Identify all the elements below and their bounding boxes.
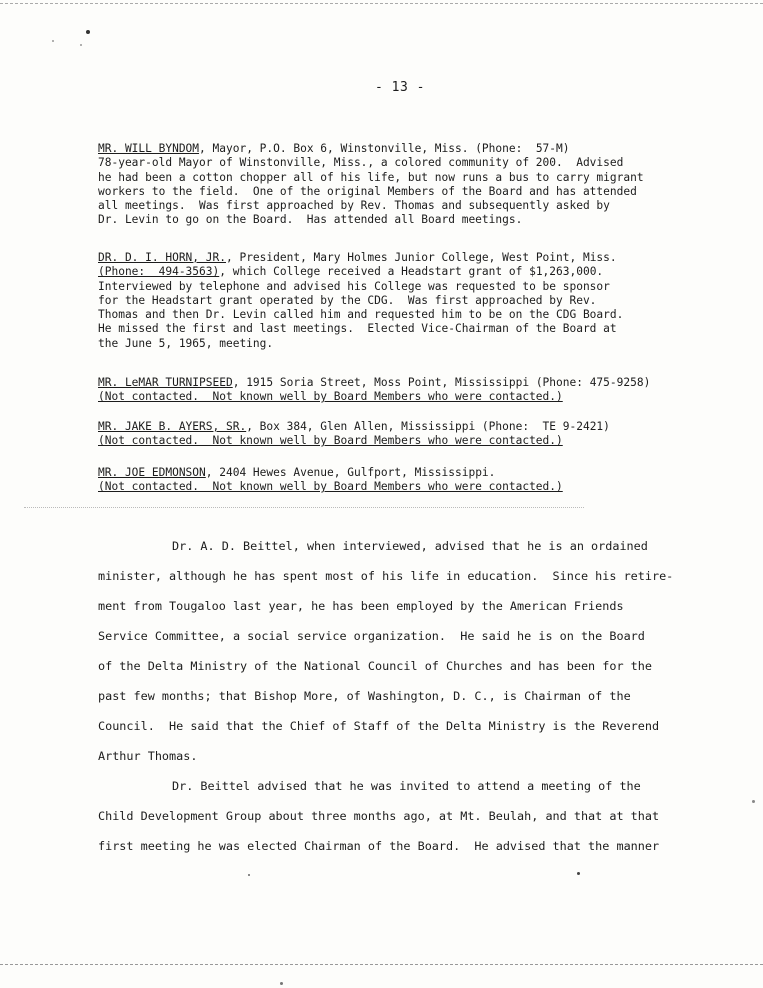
entry-line: Thomas and then Dr. Levin called him and requested him to be on the CDG Board. [98,308,624,322]
entry-line: He missed the first and last meetings. Elected Vice-Chairman of the Board at [98,322,617,336]
board-member-entry [98,376,738,405]
ink-speck [248,874,250,876]
board-member-entry [98,142,738,228]
page-number: - 13 - [375,80,425,95]
paragraph-line: Service Committee, a social service organization. He said he is on the Board [98,629,645,643]
ink-speck [52,40,54,42]
entry-line: the June 5, 1965, meeting. [98,336,274,350]
member-address: , Box 384, Glen Allen, Mississippi (Phone: TE 9-2421) [246,420,610,433]
member-name: DR. D. I. HORN, JR. [98,251,226,264]
ink-speck [80,44,82,46]
member-name: MR. JOE EDMONSON [98,466,206,479]
paragraph-line: Council. He said that the Chief of Staff of the Delta Ministry is the Reverend [98,719,660,733]
board-member-entry [98,466,738,495]
entry-line: Interviewed by telephone and advised his College was requested to be sponsor [98,279,610,293]
entry-line: Dr. Levin to go on the Board. Has attended all Board meetings. [98,213,523,227]
paragraph-line: Dr. Beittel advised that he was invited to attend a meeting of the [172,779,641,793]
paragraph-line: first meeting he was elected Chairman of the Board. He advised that the manner [98,839,660,853]
paragraph-line: Child Development Group about three months ago, at Mt. Beulah, and that at that [98,809,660,823]
member-address: , 2404 Hewes Avenue, Gulfport, Mississippi. [205,466,496,479]
member-phone: (Phone: 494-3563) [98,265,220,279]
member-address: , President, Mary Holmes Junior College, West Point, Miss. [225,251,617,264]
section-divider [24,507,584,508]
entry-line: he had been a cotton chopper all of his life, but now runs a bus to carry migrant [98,170,644,184]
page-top-edge [0,3,763,4]
ink-speck [86,30,90,34]
entry-line: , which College received a Headstart grant of $1,263,000. [219,265,604,279]
paragraph-line: Arthur Thomas. [98,749,198,763]
board-member-entry [98,420,738,449]
paragraph-line: Dr. A. D. Beittel, when interviewed, advised that he is an ordained [172,539,648,553]
paragraph-line: ment from Tougaloo last year, he has been employed by the American Friends [98,599,624,613]
entry-line: for the Headstart grant operated by the CDG. Was first approached by Rev. [98,293,597,307]
member-address: , 1915 Soria Street, Moss Point, Mississippi (Phone: 475-9258) [232,376,651,389]
contact-note: (Not contacted. Not known well by Board Members who were contacted.) [98,480,563,494]
narrative-paragraph [98,771,748,861]
paragraph-line: of the Delta Ministry of the National Council of Churches and has been for the [98,659,652,673]
member-name: MR. JAKE B. AYERS, SR. [98,420,247,433]
entry-line: all meetings. Was first approached by Rev. Thomas and subsequently asked by [98,199,610,213]
contact-note: (Not contacted. Not known well by Board Members who were contacted.) [98,434,563,448]
member-name: MR. LeMAR TURNIPSEED [98,376,233,389]
page-bottom-edge [0,964,763,965]
member-name: MR. WILL BYNDOM [98,142,200,155]
ink-speck [280,982,283,985]
contact-note: (Not contacted. Not known well by Board Members who were contacted.) [98,390,563,404]
ink-speck [752,800,755,803]
board-member-entry [98,251,738,351]
entry-line: 78-year-old Mayor of Winstonville, Miss., a colored community of 200. Advised [98,156,624,170]
ink-speck [577,872,580,875]
member-address: , Mayor, P.O. Box 6, Winstonville, Miss. (Phone: 57-M) [199,142,570,155]
paragraph-line: minister, although he has spent most of his life in education. Since his retire- [98,569,674,583]
entry-line: workers to the field. One of the original Members of the Board and has attended [98,184,637,198]
narrative-paragraph [98,531,748,771]
paragraph-line: past few months; that Bishop More, of Washington, D. C., is Chairman of the [98,689,631,703]
